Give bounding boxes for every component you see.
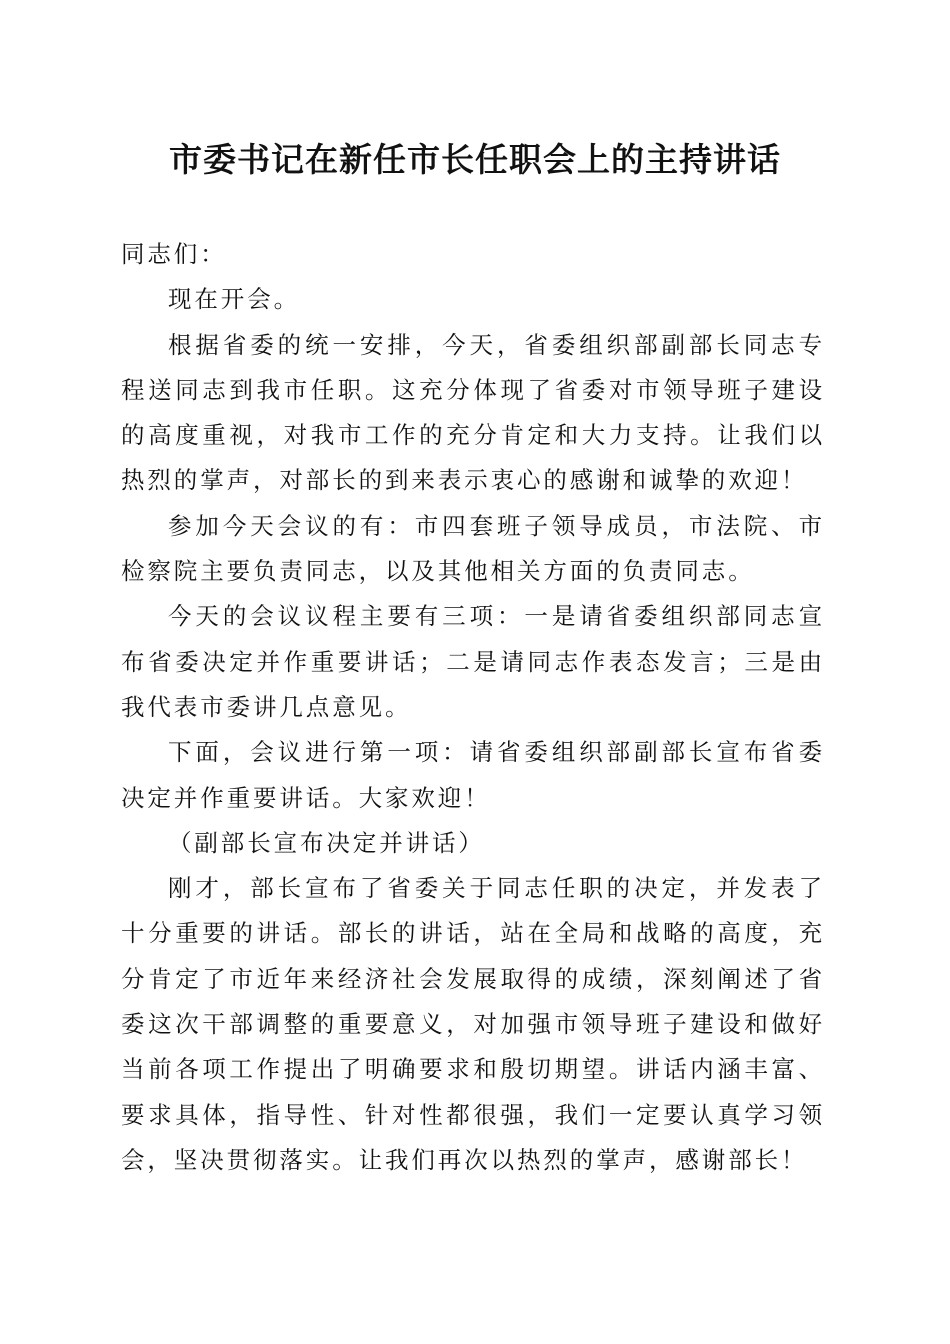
paragraph-agenda: 今天的会议议程主要有三项：一是请省委组织部同志宣布省委决定并作重要讲话；二是请同志作表态发言；三是由我代表市委讲几点意见。 [121,602,825,721]
document-title: 市委书记在新任市长任职会上的主持讲话 [169,140,781,179]
paragraph-attendees: 参加今天会议的有：市四套班子领导成员，市法院、市检察院主要负责同志，以及其他相关方面的负责同志。 [121,511,825,586]
paragraph-arrangement: 根据省委的统一安排，今天，省委组织部副部长同志专程送同志到我市任职。这充分体现了省委对市领导班子建设的高度重视，对我市工作的充分肯定和大力支持。让我们以热烈的掌声，对部长的到来表示衷心的感谢和诚挚的欢迎！ [121,330,825,495]
paragraph-summary: 刚才，部长宣布了省委关于同志任职的决定，并发表了十分重要的讲话。部长的讲话，站在全局和战略的高度，充分肯定了市近年来经济社会发展取得的成绩，深刻阐述了省委这次干部调整的重要意义，对加强市领导班子建设和做好当前各项工作提出了明确要求和殷切期望。讲话内涵丰富、要求具体，指导性、针对性都很强，我们一定要认真学习领会，坚决贯彻落实。让我们再次以热烈的掌声，感谢部长！ [121,874,825,1174]
paragraph-opening: 现在开会。 [168,285,300,314]
document-body [121,232,825,1183]
paragraph-first-item: 下面，会议进行第一项：请省委组织部副部长宣布省委决定并作重要讲话。大家欢迎！ [121,738,825,812]
paragraph-stage-direction: （副部长宣布决定并讲话） [168,828,485,857]
salutation: 同志们： [121,240,227,268]
